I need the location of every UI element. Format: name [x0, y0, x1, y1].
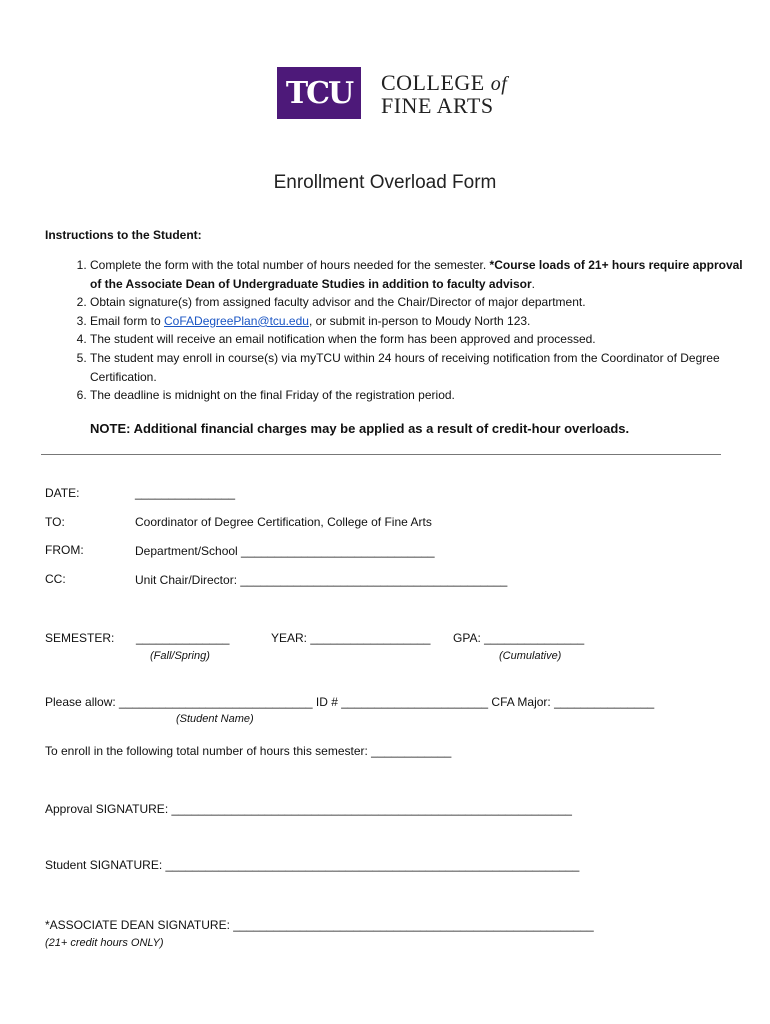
financial-note: NOTE: Additional financial charges may be applied as a result of credit-hour overloads.	[90, 421, 630, 436]
instruction-step: 6. The deadline is midnight on the final Friday of the registration period.	[90, 386, 750, 405]
date-label: DATE:	[45, 486, 80, 500]
associate-dean-signature-field[interactable]: *ASSOCIATE DEAN SIGNATURE: ______________________________________________________	[45, 918, 594, 932]
student-name-hint: (Student Name)	[176, 713, 254, 725]
year-field[interactable]: YEAR: __________________	[271, 631, 431, 645]
instruction-step: 3. Email form to CoFADegreePlan@tcu.edu, or submit in-person to Moudy North 123.	[90, 312, 750, 331]
divider	[41, 454, 721, 455]
page-title: Enrollment Overload Form	[273, 172, 497, 193]
dean-signature-hint: (21+ credit hours ONLY)	[45, 937, 164, 949]
instructions-list	[44, 256, 750, 405]
semester-hint: (Fall/Spring)	[150, 650, 210, 662]
to-value: Coordinator of Degree Certification, College of Fine Arts	[135, 515, 432, 529]
semester-label: SEMESTER:	[45, 631, 115, 645]
department-field[interactable]: Department/School _____________________________	[135, 544, 435, 558]
semester-field[interactable]: ______________	[136, 631, 230, 645]
gpa-hint: (Cumulative)	[499, 650, 562, 662]
from-label: FROM:	[45, 543, 84, 557]
approval-signature-field[interactable]: Approval SIGNATURE: ____________________________________________________________	[45, 802, 572, 816]
instruction-step: 4. The student will receive an email notification when the form has been approved and processed.	[90, 330, 750, 349]
chair-director-field[interactable]: Unit Chair/Director: ________________________________________	[135, 573, 508, 587]
fine-arts-word: FINE ARTS	[381, 93, 494, 118]
gpa-field[interactable]: GPA: _______________	[453, 631, 585, 645]
email-link[interactable]: CoFADegreePlan@tcu.edu	[164, 313, 309, 328]
cc-label: CC:	[45, 572, 66, 586]
tcu-logo-mark: TCU	[285, 75, 353, 111]
student-info-line[interactable]: Please allow: _____________________________ ID # ______________________ CFA Major: _______________	[45, 695, 655, 709]
total-hours-field[interactable]: To enroll in the following total number of hours this semester: ____________	[45, 744, 452, 758]
college-word: COLLEGE	[381, 70, 485, 95]
college-of: of	[490, 73, 508, 95]
college-wordmark	[381, 72, 507, 117]
student-signature-field[interactable]: Student SIGNATURE: ______________________________________________________________	[45, 858, 580, 872]
course-load-warning: *Course loads of 21+ hours require approval of the Associate Dean of Undergraduate Studies in addition to faculty advisor	[90, 258, 743, 291]
instruction-step: 5. The student may enroll in course(s) via myTCU within 24 hours of receiving notification from the Coordinator of Degree Certification.	[90, 349, 750, 386]
instruction-step: 2. Obtain signature(s) from assigned faculty advisor and the Chair/Director of major department.	[90, 293, 750, 312]
to-label: TO:	[45, 515, 65, 529]
instructions-heading: Instructions to the Student:	[45, 228, 202, 242]
tcu-logo	[277, 67, 361, 119]
date-field[interactable]: _______________	[135, 486, 236, 500]
instruction-step: 1. Complete the form with the total number of hours needed for the semester. *Course loads of 21+ hours require approval of the Associate Dean of Undergraduate Studies in addition to faculty advisor.	[90, 256, 750, 293]
